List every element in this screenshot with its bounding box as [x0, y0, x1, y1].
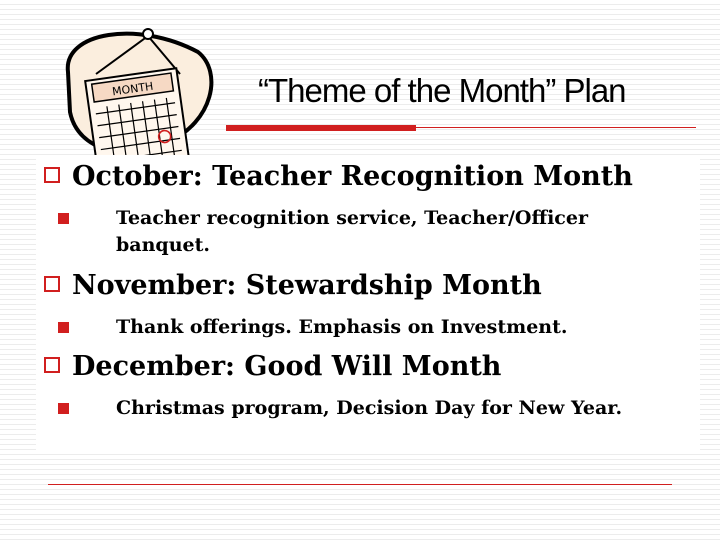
title-underline-line — [416, 127, 696, 128]
push-pin-icon — [143, 29, 153, 39]
sub-bullet-text: Christmas program, Decision Day for New Year. — [116, 397, 623, 419]
sub-bullet-december — [58, 395, 658, 422]
bullet-heading: October: Teacher Recognition Month — [72, 161, 633, 192]
filled-square-bullet-icon — [58, 322, 69, 333]
hollow-square-bullet-icon — [44, 167, 60, 183]
hollow-square-bullet-icon — [44, 276, 60, 292]
bullet-december — [44, 351, 501, 382]
calendar-page — [85, 68, 189, 162]
sub-bullet-text: Thank offerings. Emphasis on Investment. — [116, 316, 568, 338]
sub-bullet-text: Teacher recognition service, Teacher/Officer banquet. — [116, 207, 588, 256]
title-underline-bar — [226, 125, 416, 131]
sub-bullet-november — [58, 314, 658, 341]
bullet-november — [44, 270, 542, 301]
bullet-heading: December: Good Will Month — [72, 351, 502, 382]
filled-square-bullet-icon — [58, 213, 69, 224]
slide-title: “Theme of the Month” Plan — [258, 72, 626, 109]
sub-bullet-october — [58, 205, 658, 259]
content-area — [36, 155, 700, 453]
filled-square-bullet-icon — [58, 403, 69, 414]
bullet-heading: November: Stewardship Month — [72, 270, 542, 301]
calendar-clipart-icon — [48, 12, 220, 162]
title-underline — [226, 125, 696, 131]
calendar-label: MONTH — [111, 79, 155, 99]
bullet-october — [44, 161, 633, 192]
footer-divider — [48, 484, 672, 485]
hollow-square-bullet-icon — [44, 357, 60, 373]
